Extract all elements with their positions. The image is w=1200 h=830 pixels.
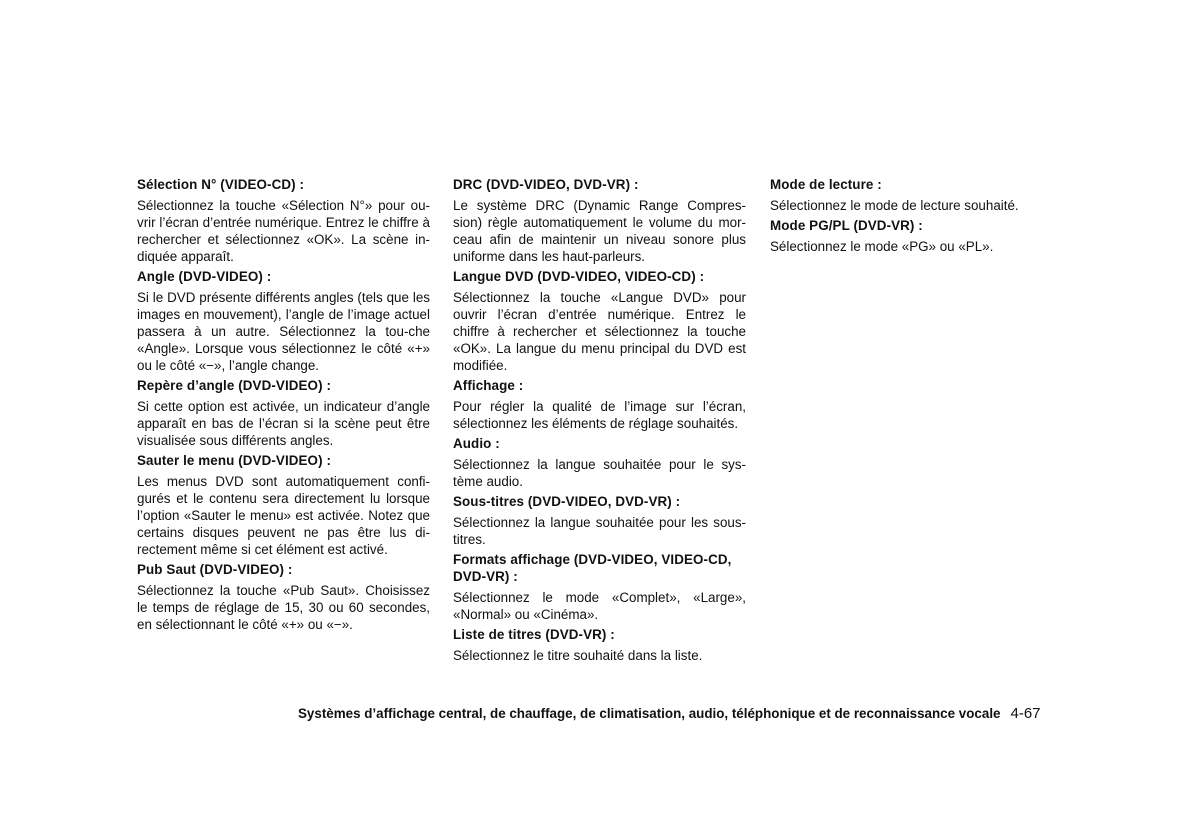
section-body: Si le DVD présente différents angles (tels que les images en mouvement), l’angle de l’image actuel passera à un autre. Sélectionnez la tou-che «Angle». Lorsque vous sélectionnez le côté «+» ou le côté «−», l’angle change.: [137, 290, 430, 373]
section-heading: Audio :: [453, 436, 500, 451]
section-body: Sélectionnez le titre souhaité dans la liste.: [453, 648, 703, 663]
section-body: Si cette option est activée, un indicateur d’angle apparaît en bas de l’écran si la scène peut être visualisée sous différents angles.: [137, 399, 430, 448]
section-body: Sélectionnez le mode de lecture souhaité.: [770, 198, 1019, 213]
section-affichage: [453, 377, 746, 432]
section-selection-n: [137, 176, 430, 265]
section-heading: Repère d’angle (DVD-VIDEO) :: [137, 378, 332, 393]
section-heading: Formats affichage (DVD-VIDEO, VIDEO-CD, DVD-VR) :: [453, 552, 732, 584]
section-body: Le système DRC (Dynamic Range Compres-sion) règle automatiquement le volume du mor-ceau afin de maintenir un niveau sonore plus uniforme dans les haut-parleurs.: [453, 198, 746, 264]
section-body: Pour régler la qualité de l’image sur l’écran, sélectionnez les éléments de réglage souhaités.: [453, 399, 746, 431]
section-body: Les menus DVD sont automatiquement confi-gurés et le contenu sera directement lu lorsque l’option «Sauter le menu» est activée. Notez que certains disques peuvent ne pas être lus di-rectement même si cet élément est activé.: [137, 474, 430, 557]
section-heading: Mode de lecture :: [770, 177, 882, 192]
section-body: Sélectionnez le mode «Complet», «Large», «Normal» ou «Cinéma».: [453, 590, 746, 622]
column-left: [137, 176, 430, 636]
column-middle: [453, 176, 746, 667]
section-pub-saut: [137, 561, 430, 633]
section-body: Sélectionnez la langue souhaitée pour le sys-tème audio.: [453, 457, 746, 489]
section-heading: Langue DVD (DVD-VIDEO, VIDEO-CD) :: [453, 269, 705, 284]
section-mode-lecture: [770, 176, 1063, 214]
footer-chapter-title: Systèmes d’affichage central, de chauffage, de climatisation, audio, téléphonique et de reconnaissance vocale: [298, 706, 1001, 721]
section-liste-titres: [453, 626, 746, 664]
section-body: Sélectionnez la touche «Pub Saut». Choisissez le temps de réglage de 15, 30 ou 60 secondes, en sélectionnant le côté «+» ou «−».: [137, 583, 430, 632]
section-langue-dvd: [453, 268, 746, 374]
page-footer: [298, 705, 1068, 723]
section-heading: Affichage :: [453, 378, 524, 393]
section-heading: Angle (DVD-VIDEO) :: [137, 269, 272, 284]
section-heading: Pub Saut (DVD-VIDEO) :: [137, 562, 293, 577]
section-body: Sélectionnez la touche «Sélection N°» pour ou-vrir l’écran d’entrée numérique. Entrez le chiffre à rechercher et sélectionnez «OK». La scène in-diquée apparaît.: [137, 198, 430, 264]
section-heading: Sous-titres (DVD-VIDEO, DVD-VR) :: [453, 494, 681, 509]
section-angle: [137, 268, 430, 374]
section-formats-affichage: [453, 551, 746, 623]
section-sous-titres: [453, 493, 746, 548]
section-heading: DRC (DVD-VIDEO, DVD-VR) :: [453, 177, 639, 192]
page-number: 4-67: [1010, 705, 1041, 722]
section-heading: Sauter le menu (DVD-VIDEO) :: [137, 453, 332, 468]
section-heading: Liste de titres (DVD-VR) :: [453, 627, 615, 642]
section-body: Sélectionnez le mode «PG» ou «PL».: [770, 239, 994, 254]
section-repere-angle: [137, 377, 430, 449]
section-audio: [453, 435, 746, 490]
section-heading: Sélection N° (VIDEO-CD) :: [137, 177, 305, 192]
column-right: [770, 176, 1063, 258]
section-body: Sélectionnez la langue souhaitée pour les sous-titres.: [453, 515, 746, 547]
section-body: Sélectionnez la touche «Langue DVD» pour ouvrir l’écran d’entrée numérique. Entrez le chiffre à rechercher et sélectionnez la touche «OK». La langue du menu principal du DVD est modifiée.: [453, 290, 746, 373]
section-mode-pg-pl: [770, 217, 1063, 255]
section-drc: [453, 176, 746, 265]
section-sauter-menu: [137, 452, 430, 558]
section-heading: Mode PG/PL (DVD-VR) :: [770, 218, 923, 233]
